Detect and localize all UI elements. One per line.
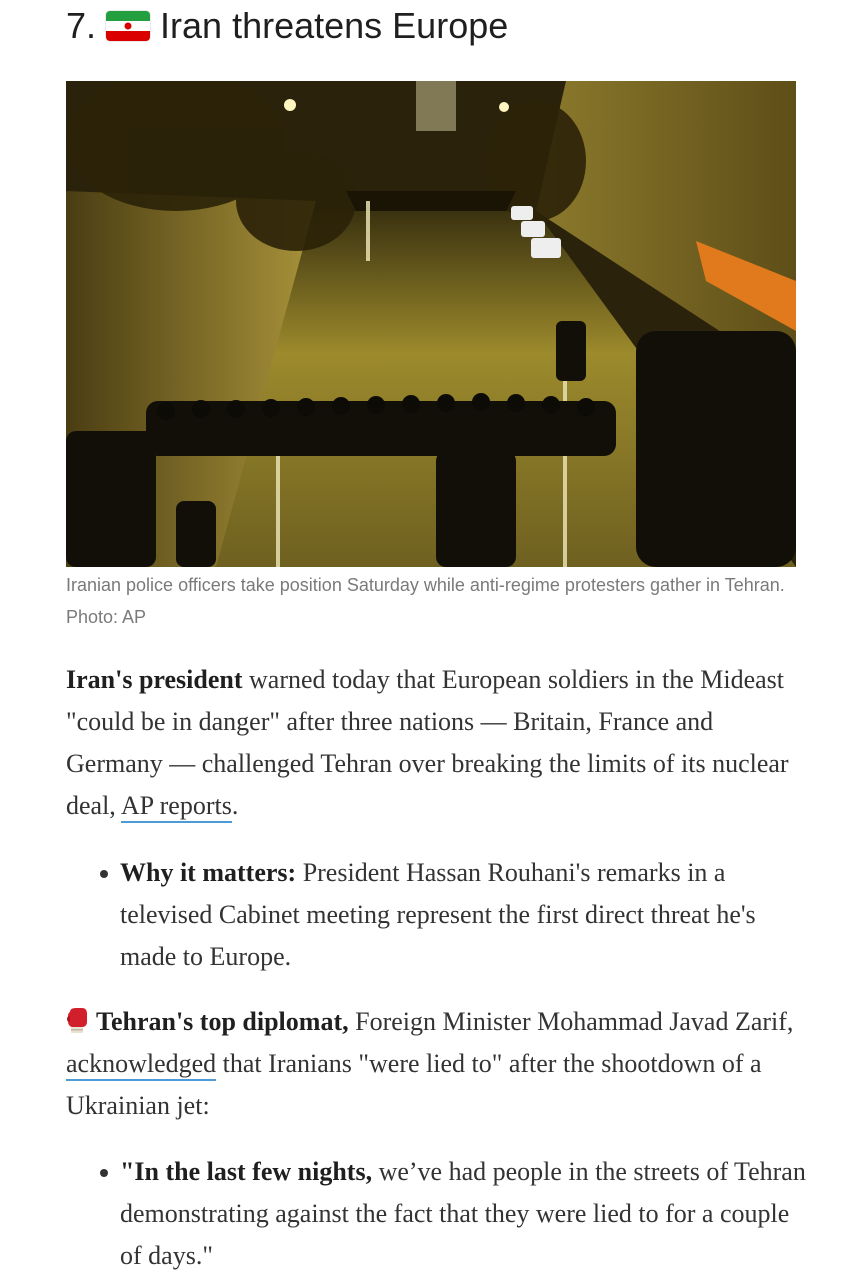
ap-reports-link[interactable]: AP reports (121, 791, 232, 823)
section-heading (66, 2, 508, 50)
acknowledged-link[interactable]: acknowledged (66, 1049, 216, 1081)
section-title: Iran threatens Europe (160, 5, 509, 46)
paragraph-lead-bold: Tehran's top diplomat, (96, 1007, 349, 1036)
article-photo (66, 81, 796, 567)
photo-caption: Iranian police officers take position Saturday while anti-regime protesters gather in Tehran. Photo: AP (66, 575, 785, 627)
section-number: 7. (66, 5, 97, 46)
bullet-text: President Hassan Rouhani's remarks in a televised Cabinet meeting represent the first direct threat he's made to Europe. (120, 858, 756, 971)
paragraph-end: . (231, 791, 239, 820)
paragraph-iran-president (66, 659, 806, 827)
paragraph-text: warned today that European soldiers in the Mideast "could be in danger" after three nations — Britain, France and Germany — challenged Tehran over breaking the limits of its nuclear deal, (66, 665, 789, 820)
bullet-lead-bold: "In the last few nights, (120, 1157, 373, 1186)
bullet-text: we’ve had people in the streets of Tehran demonstrating against the fact that they were lied to for a couple of days." (120, 1157, 806, 1270)
bullet-zarif-quote (120, 1151, 810, 1277)
iran-flag-icon (106, 11, 150, 41)
paragraph-text: Foreign Minister Mohammad Javad Zarif, (348, 1007, 794, 1036)
police-street-photo (66, 81, 796, 567)
paragraph-top-diplomat (66, 1001, 806, 1127)
bullet-lead-bold: Why it matters: (120, 858, 297, 887)
bullet-why-it-matters (120, 852, 810, 978)
boxing-glove-icon (66, 1008, 88, 1034)
paragraph-text-after-link: that Iranians "were lied to" after the shootdown of a Ukrainian jet: (66, 1049, 762, 1120)
paragraph-lead-bold: Iran's president (66, 665, 243, 694)
